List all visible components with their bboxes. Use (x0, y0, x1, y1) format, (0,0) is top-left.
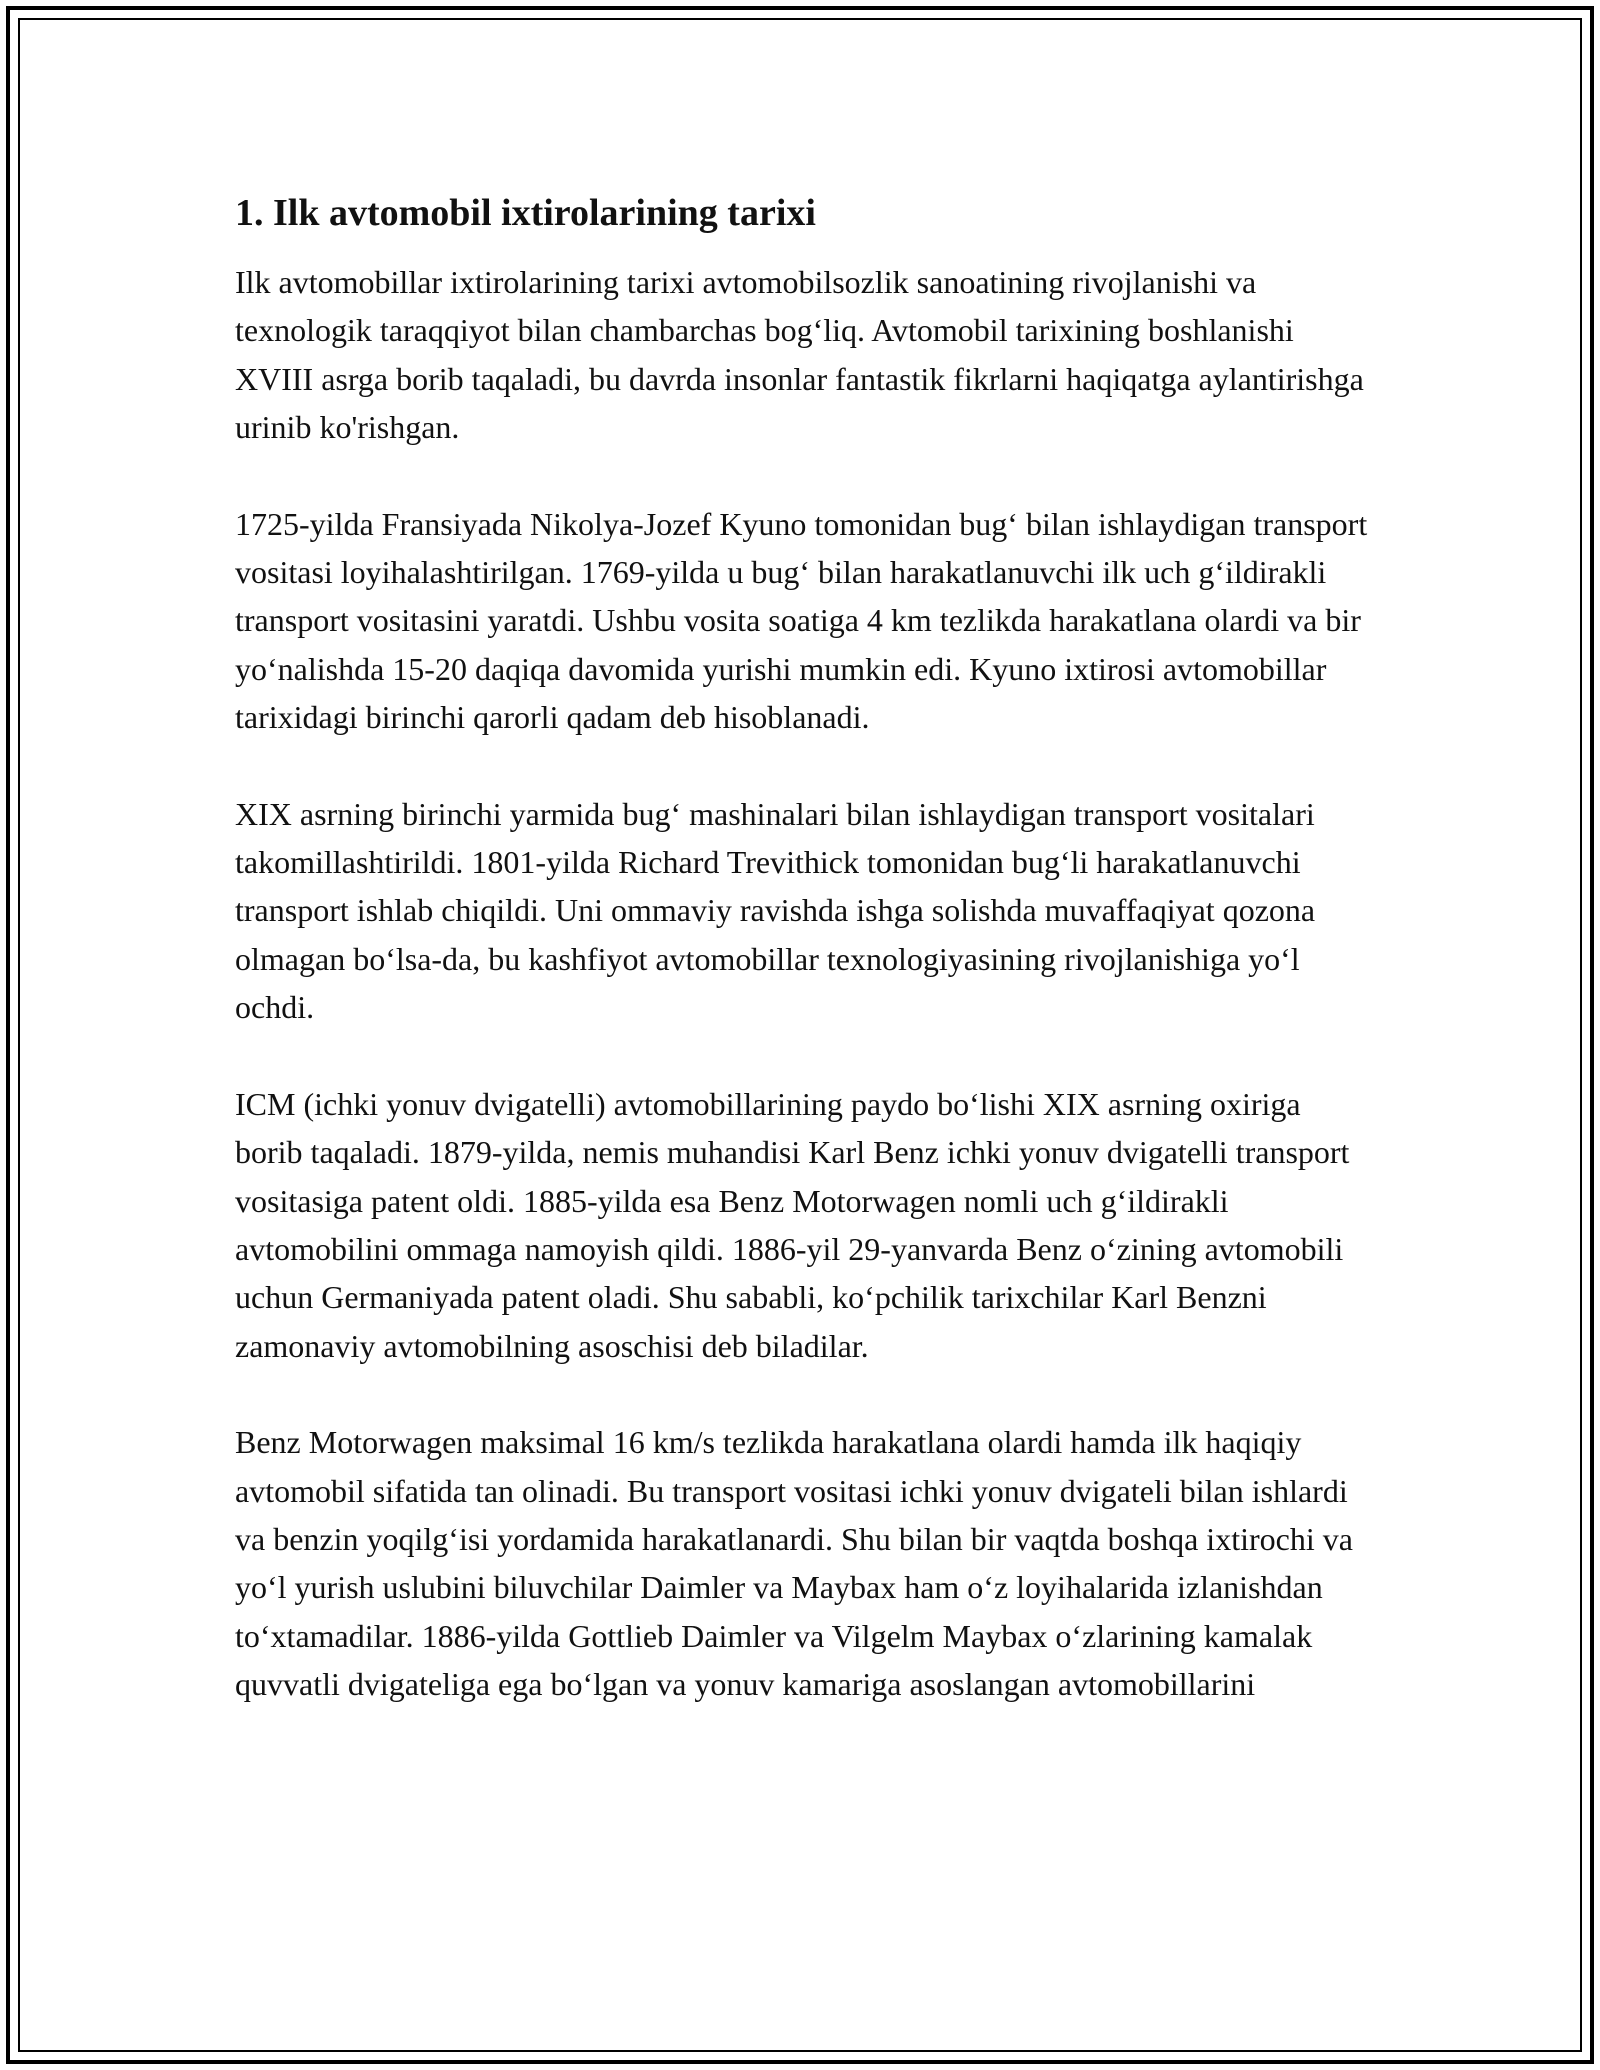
paragraph-trevithick: XIX asrning birinchi yarmida bug‘ mashinalari bilan ishlaydigan transport vositalari takomillashtirildi. 1801-yilda Richard Trevithick tomonidan bug‘li harakatlanuvchi transport ishlab chiqildi. Uni ommaviy ravishda ishga solishda muvaffaqiyat qozona olmagan bo‘lsa-da, bu kashfiyot avtomobillar texnologiyasining rivojlanishiga yo‘l ochdi. (235, 795, 1316, 1026)
document-body (235, 188, 1375, 1757)
paragraph-motorwagen: Benz Motorwagen maksimal 16 km/s tezlikda harakatlana olardi hamda ilk haqiqiy avtomobil sifatida tan olinadi. Bu transport vositasi ichki yonuv dvigateli bilan ishlardi va benzin yoqilg‘isi yordamida harakatlanardi. Shu bilan bir vaqtda boshqa ixtirochi va yo‘l yurish uslubini biluvchilar Daimler va Maybax ham o‘z loyihalarida izlanishdan to‘xtamadilar. 1886-yilda Gottlieb Daimler va Vilgelm Maybax o‘zlarining kamalak quvvatli dvigateliga ega bo‘lgan va yonuv kamariga asoslangan avtomobillarini (235, 1424, 1353, 1703)
section-heading: 1. Ilk avtomobil ixtirolarining tarixi (235, 192, 816, 234)
paragraph-benz-patent: ICM (ichki yonuv dvigatelli) avtomobillarining paydo bo‘lishi XIX asrning oxiriga borib taqaladi. 1879-yilda, nemis muhandisi Karl Benz ichki yonuv dvigatelli transport vositasiga patent oldi. 1885-yilda esa Benz Motorwagen nomli uch g‘ildirakli avtomobilini ommaga namoyish qildi. 1886-yil 29-yanvarda Benz o‘zining avtomobili uchun Germaniyada patent oladi. Shu sababli, ko‘pchilik tarixchilar Karl Benzni zamonaviy avtomobilning asoschisi deb biladilar. (235, 1085, 1350, 1364)
paragraph-intro: Ilk avtomobillar ixtirolarining tarixi avtomobilsozlik sanoatining rivojlanishi va texnologik taraqqiyot bilan chambarchas bog‘liq. Avtomobil tarixining boshlanishi XVIII asrga borib taqaladi, bu davrda insonlar fantastik fikrlarni haqiqatga aylantirishga urinib ko'rishgan. (235, 264, 1364, 446)
paragraph-kyuno: 1725-yilda Fransiyada Nikolya-Jozef Kyuno tomonidan bug‘ bilan ishlaydigan transport vositasi loyihalashtirilgan. 1769-yilda u bug‘ bilan harakatlanuvchi ilk uch g‘ildirakli transport vositasini yaratdi. Ushbu vosita soatiga 4 km tezlikda harakatlana olardi va bir yo‘nalishda 15-20 daqiqa davomida yurishi mumkin edi. Kyuno ixtirosi avtomobillar tarixidagi birinchi qarorli qadam deb hisoblanadi. (235, 505, 1368, 736)
